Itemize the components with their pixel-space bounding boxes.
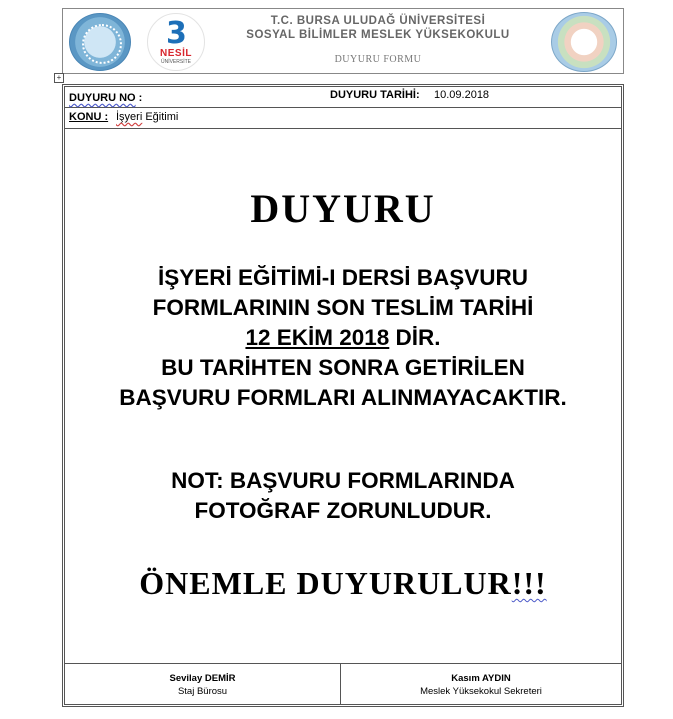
table-move-handle-icon[interactable]: +: [54, 73, 64, 83]
announcement-date-label: DUYURU TARİHİ:: [330, 89, 420, 101]
body-line: FORMLARININ SON TESLİM TARİHİ: [152, 295, 534, 320]
body-line: BU TARİHTEN SONRA GETİRİLEN: [161, 355, 525, 380]
document-header: [62, 8, 624, 74]
university-name: T.C. BURSA ULUDAĞ ÜNİVERSİTESİ: [270, 15, 486, 27]
announcement-closing: ÖNEMLE DUYURULUR!!!: [139, 565, 547, 601]
deadline-date: 12 EKİM 2018: [245, 325, 390, 350]
signature-left: [65, 664, 341, 704]
signer-name-right: Kasım AYDIN: [451, 673, 511, 684]
subject-label: KONU :: [69, 111, 109, 123]
announcement-title: DUYURU: [250, 186, 436, 231]
form-row-subject: [65, 108, 621, 129]
announcement-form: [62, 84, 624, 707]
signature-footer: [65, 664, 621, 704]
school-name: SOSYAL BİLİMLER MESLEK YÜKSEKOKULU: [246, 29, 510, 41]
signer-role-right: Meslek Yüksekokul Sekreteri: [420, 686, 542, 697]
body-line: İŞYERİ EĞİTİMİ-I DERSİ BAŞVURU: [157, 265, 529, 290]
subject-value: İşyeri Eğitimi: [116, 111, 179, 123]
signer-role-left: Staj Bürosu: [177, 686, 228, 697]
note-line: FOTOĞRAF ZORUNLUDUR.: [194, 498, 492, 523]
logo-3nesil-sub: ÜNİVERSİTE: [160, 59, 191, 65]
body-line: BAŞVURU FORMLARI ALINMAYACAKTIR.: [119, 385, 567, 410]
logo-3nesil-word: NESİL: [160, 48, 192, 59]
announcement-number-label: DUYURU NO :: [69, 92, 143, 104]
signature-right: [341, 664, 621, 704]
announcement-body: [65, 263, 621, 413]
announcement-date-value: 10.09.2018: [434, 89, 490, 101]
3-nesil-universite-logo-icon: [147, 13, 205, 71]
note-line: NOT: BAŞVURU FORMLARINDA: [171, 468, 515, 493]
body-line: 12 EKİM 2018 DİR.: [245, 325, 441, 350]
uludag-university-logo-icon: [69, 13, 131, 71]
form-row-number-date: [65, 87, 621, 108]
signer-name-left: Sevilay DEMİR: [169, 673, 236, 684]
shmyo-logo-icon: [551, 12, 617, 72]
form-name: DUYURU FORMU: [334, 54, 422, 65]
logo-3nesil-number: 3: [166, 16, 187, 51]
announcement-content: [65, 129, 621, 664]
announcement-note: [65, 466, 621, 526]
